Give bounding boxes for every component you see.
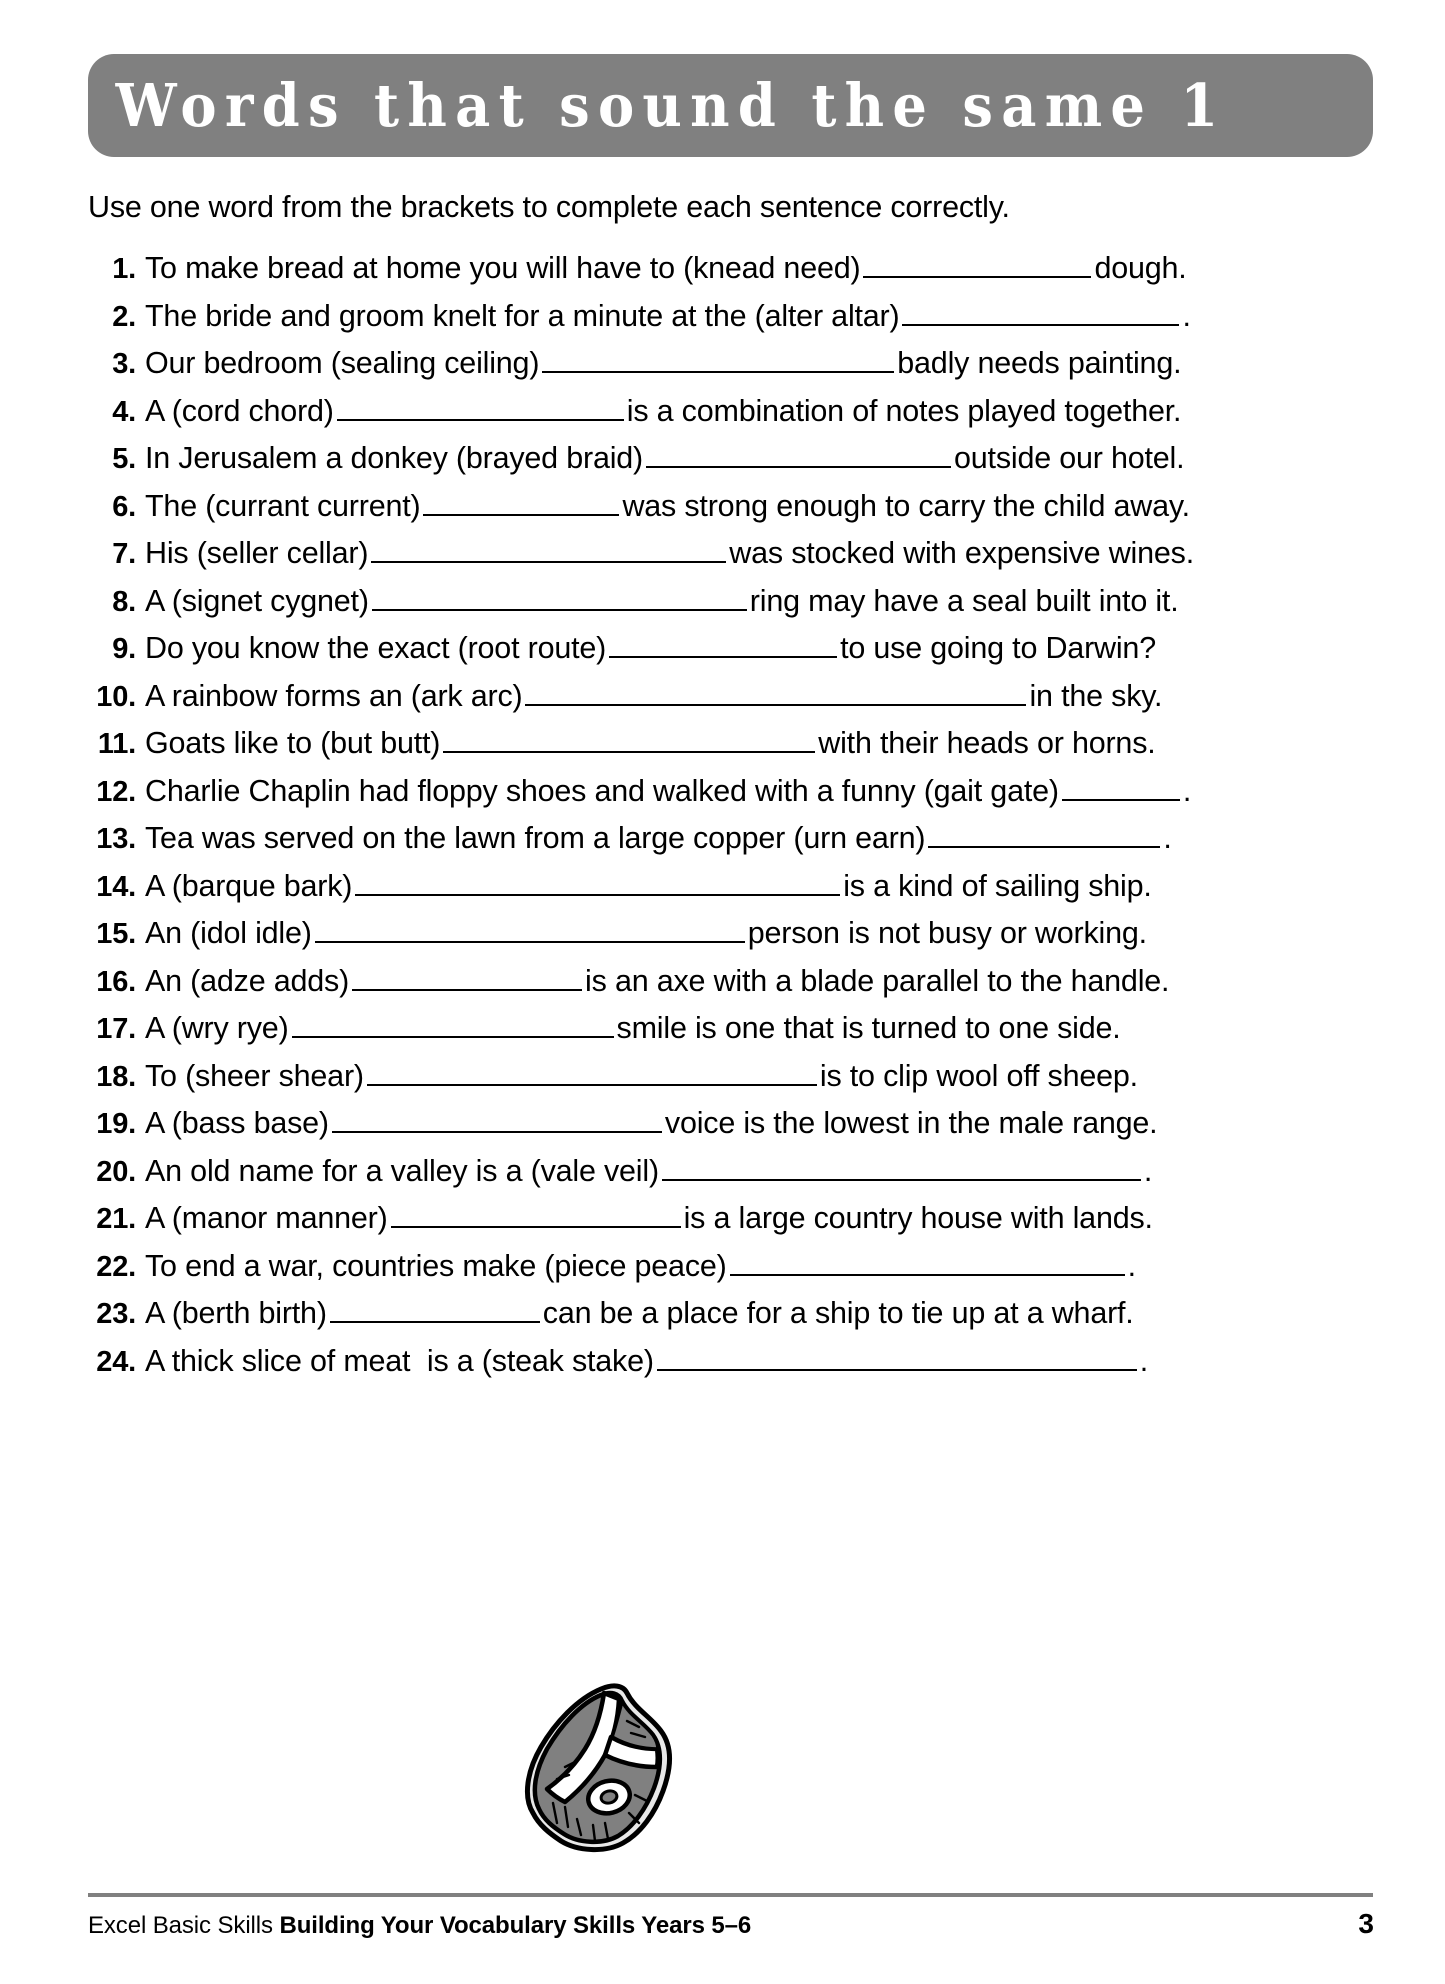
question-suffix: is to clip wool off sheep.: [819, 1058, 1138, 1093]
question-text: [145, 393, 1378, 429]
question-prompt: A (signet cygnet): [145, 583, 369, 618]
answer-blank[interactable]: [662, 1153, 1141, 1181]
question-row: [88, 1200, 1378, 1248]
answer-blank[interactable]: [609, 630, 837, 658]
question-text: [145, 915, 1378, 951]
answer-blank[interactable]: [330, 1295, 540, 1323]
question-number: 20.: [96, 1155, 136, 1188]
question-suffix: dough.: [1094, 251, 1187, 286]
answer-blank[interactable]: [352, 963, 582, 991]
question-suffix: .: [1182, 773, 1192, 808]
question-prompt: An (adze adds): [145, 963, 350, 998]
question-number: 3.: [112, 348, 136, 381]
question-text: [145, 1058, 1378, 1094]
answer-blank[interactable]: [337, 393, 624, 421]
question-text: [145, 1248, 1378, 1284]
question-number: 17.: [96, 1013, 136, 1046]
question-row: [88, 1295, 1378, 1343]
question-number: 7.: [112, 538, 136, 571]
question-row: [88, 820, 1378, 868]
question-suffix: in the sky.: [1029, 678, 1163, 713]
question-suffix: was strong enough to carry the child away.: [622, 488, 1190, 523]
question-number: 16.: [96, 965, 136, 998]
question-row: [88, 393, 1378, 441]
question-suffix: with their heads or horns.: [818, 726, 1156, 761]
question-number: 18.: [96, 1060, 136, 1093]
question-text: [145, 1343, 1378, 1379]
question-prompt: Tea was served on the lawn from a large copper (urn earn): [145, 821, 926, 856]
question-number: 5.: [112, 443, 136, 476]
question-row: [88, 868, 1378, 916]
question-prompt: A rainbow forms an (ark arc): [145, 678, 523, 713]
answer-blank[interactable]: [657, 1343, 1137, 1371]
question-prompt: A thick slice of meat is a (steak stake): [145, 1343, 654, 1378]
answer-blank[interactable]: [863, 250, 1091, 278]
question-row: [88, 1248, 1378, 1296]
question-number: 12.: [96, 775, 136, 808]
question-text: [145, 488, 1378, 524]
question-prompt: To end a war, countries make (piece peace): [145, 1248, 727, 1283]
answer-blank[interactable]: [928, 820, 1160, 848]
question-suffix: .: [1143, 1153, 1153, 1188]
question-prompt: Our bedroom (sealing ceiling): [145, 346, 540, 381]
question-row: [88, 1343, 1378, 1391]
question-suffix: .: [1127, 1248, 1136, 1283]
question-text: [145, 535, 1378, 571]
question-prompt: A (manor manner): [145, 1201, 388, 1236]
answer-blank[interactable]: [443, 725, 815, 753]
answer-blank[interactable]: [542, 345, 894, 373]
question-text: [145, 583, 1378, 619]
question-text: [145, 1105, 1378, 1141]
question-list: [88, 250, 1378, 1390]
answer-blank[interactable]: [371, 535, 726, 563]
question-row: [88, 963, 1378, 1011]
steak-illustration: [505, 1675, 705, 1860]
question-prompt: A (barque bark): [145, 868, 353, 903]
footer-divider: [88, 1893, 1373, 1897]
question-text: [145, 630, 1378, 666]
question-prompt: A (cord chord): [145, 393, 334, 428]
question-prompt: Do you know the exact (root route): [145, 631, 607, 666]
answer-blank[interactable]: [646, 440, 951, 468]
page-title: Words that sound the same 1: [115, 71, 1227, 140]
question-row: [88, 1105, 1378, 1153]
question-suffix: .: [1182, 298, 1191, 333]
question-row: [88, 440, 1378, 488]
question-prompt: Charlie Chaplin had floppy shoes and walked with a funny (gait gate): [145, 773, 1059, 808]
question-number: 10.: [96, 680, 136, 713]
answer-blank[interactable]: [367, 1058, 817, 1086]
question-prompt: Goats like to (but butt): [145, 726, 441, 761]
question-prompt: His (seller cellar): [145, 536, 369, 571]
question-number: 23.: [96, 1298, 136, 1331]
question-text: [145, 298, 1378, 334]
question-row: [88, 630, 1378, 678]
question-row: [88, 488, 1378, 536]
question-prompt: In Jerusalem a donkey (brayed braid): [145, 441, 644, 476]
question-text: [145, 1153, 1378, 1189]
question-suffix: is a combination of notes played together.: [626, 393, 1182, 428]
question-text: [145, 868, 1378, 904]
question-prompt: The bride and groom knelt for a minute at the (alter altar): [145, 298, 900, 333]
question-text: [145, 345, 1378, 381]
question-text: [145, 820, 1378, 856]
question-suffix: is an axe with a blade parallel to the handle.: [585, 963, 1170, 998]
question-row: [88, 773, 1378, 821]
question-number: 2.: [112, 300, 136, 333]
answer-blank[interactable]: [372, 583, 747, 611]
question-suffix: is a kind of sailing ship.: [843, 868, 1152, 903]
question-number: 13.: [96, 823, 136, 856]
question-suffix: badly needs painting.: [897, 346, 1182, 381]
title-banner: [88, 54, 1373, 157]
question-suffix: outside our hotel.: [954, 441, 1185, 476]
answer-blank[interactable]: [423, 488, 619, 516]
question-number: 6.: [112, 490, 136, 523]
answer-blank[interactable]: [1062, 773, 1180, 801]
question-number: 4.: [112, 395, 136, 428]
question-number: 15.: [96, 918, 136, 951]
question-suffix: is a large country house with lands.: [683, 1201, 1153, 1236]
question-row: [88, 535, 1378, 583]
question-number: 24.: [96, 1345, 136, 1378]
answer-blank[interactable]: [332, 1105, 662, 1133]
answer-blank[interactable]: [730, 1248, 1125, 1276]
question-number: 22.: [96, 1250, 136, 1283]
question-suffix: .: [1139, 1343, 1149, 1378]
question-row: [88, 250, 1378, 298]
question-row: [88, 1058, 1378, 1106]
instruction-text: Use one word from the brackets to complete each sentence correctly.: [88, 190, 1010, 224]
question-suffix: ring may have a seal built into it.: [749, 583, 1179, 618]
question-text: [145, 725, 1378, 761]
question-suffix: can be a place for a ship to tie up at a wharf.: [542, 1296, 1134, 1331]
question-text: [145, 963, 1378, 999]
question-text: [145, 678, 1378, 714]
question-prompt: A (bass base): [145, 1106, 329, 1141]
question-row: [88, 915, 1378, 963]
question-number: 21.: [96, 1203, 136, 1236]
question-row: [88, 678, 1378, 726]
question-row: [88, 1010, 1378, 1058]
question-row: [88, 1153, 1378, 1201]
answer-blank[interactable]: [292, 1010, 614, 1038]
question-suffix: voice is the lowest in the male range.: [664, 1106, 1158, 1141]
question-suffix: to use going to Darwin?: [840, 631, 1156, 666]
question-text: [145, 1200, 1378, 1236]
question-prompt: A (berth birth): [145, 1296, 327, 1331]
answer-blank[interactable]: [525, 678, 1026, 706]
question-number: 9.: [112, 633, 136, 666]
question-text: [145, 1295, 1378, 1331]
answer-blank[interactable]: [391, 1200, 681, 1228]
question-prompt: An old name for a valley is a (vale veil): [145, 1153, 659, 1188]
answer-blank[interactable]: [315, 915, 745, 943]
footer-series: Excel Basic Skills: [88, 1912, 280, 1939]
question-number: 8.: [112, 585, 136, 618]
question-prompt: To (sheer shear): [145, 1058, 364, 1093]
page-number: 3: [1358, 1908, 1374, 1939]
question-prompt: To make bread at home you will have to (knead need): [145, 251, 861, 286]
footer-title: Building Your Vocabulary Skills Years 5–6: [279, 1912, 752, 1939]
question-suffix: .: [1163, 821, 1172, 856]
question-row: [88, 298, 1378, 346]
question-number: 1.: [112, 253, 136, 286]
question-prompt: The (currant current): [145, 488, 421, 523]
question-suffix: person is not busy or working.: [747, 916, 1147, 951]
answer-blank[interactable]: [355, 868, 840, 896]
question-text: [145, 1010, 1378, 1046]
question-row: [88, 345, 1378, 393]
footer-caption: [88, 1912, 751, 1940]
answer-blank[interactable]: [902, 298, 1179, 326]
question-row: [88, 583, 1378, 631]
question-number: 19.: [96, 1108, 136, 1141]
question-number: 11.: [97, 728, 136, 761]
question-suffix: smile is one that is turned to one side.: [616, 1011, 1121, 1046]
question-text: [145, 773, 1378, 809]
question-prompt: A (wry rye): [145, 1011, 289, 1046]
question-number: 14.: [96, 870, 136, 903]
question-text: [145, 250, 1378, 286]
question-prompt: An (idol idle): [145, 916, 312, 951]
question-text: [145, 440, 1378, 476]
question-suffix: was stocked with expensive wines.: [729, 536, 1194, 571]
question-row: [88, 725, 1378, 773]
